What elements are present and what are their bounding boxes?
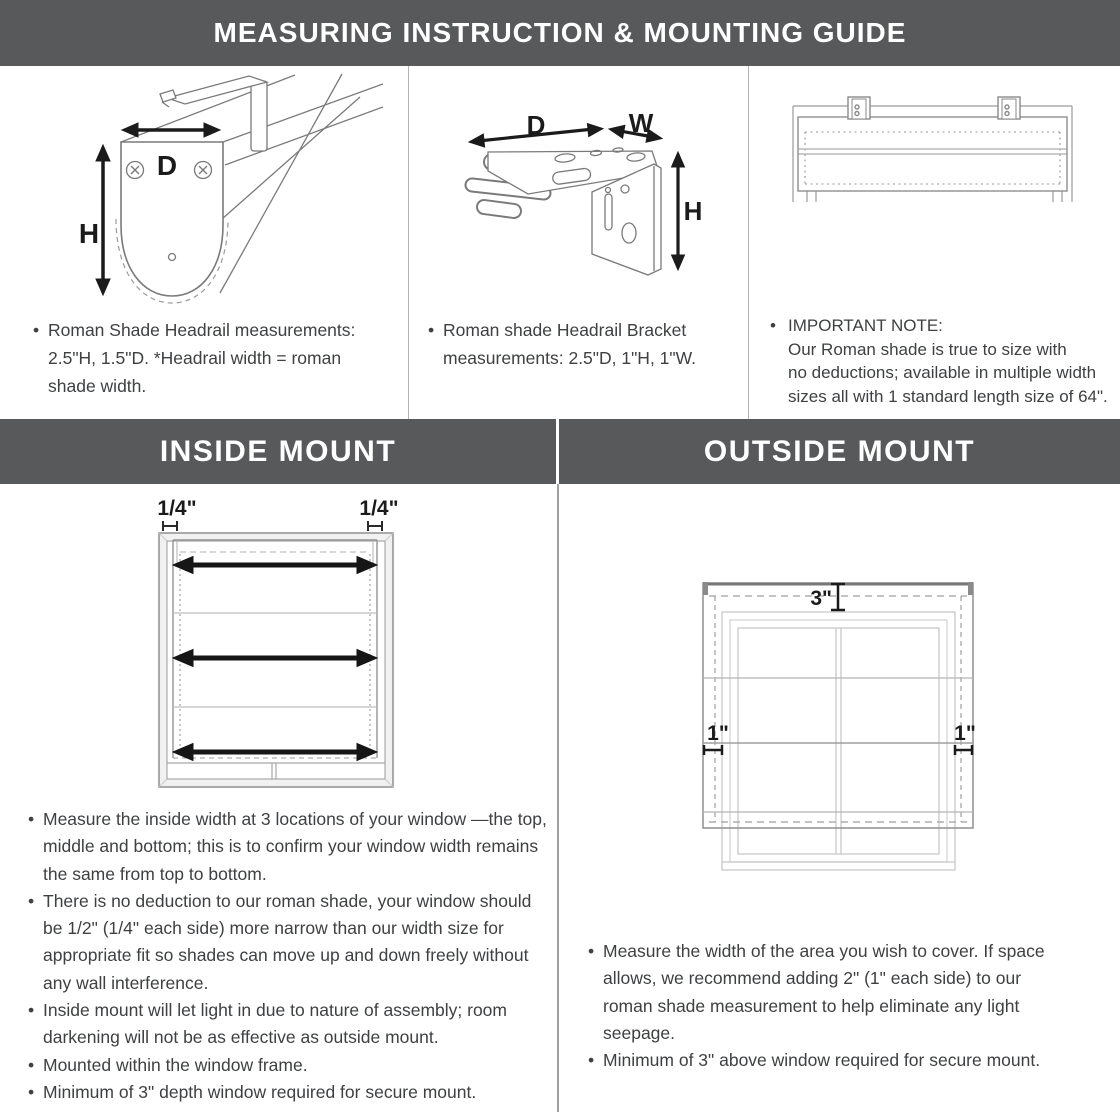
mounted-headrail-diagram [780,96,1090,208]
shade-outside [703,582,973,828]
inside-bullet: • Minimum of 3" depth window required for secure mount. [28,1079,548,1106]
one-inch-label-left: 1" [707,722,729,745]
inside-mount-diagram [120,494,460,794]
depth-dimension-arrow [122,123,220,137]
headrail-diagram [50,69,410,319]
outside-mount-diagram [660,578,1020,878]
page-title: MEASURING INSTRUCTION & MOUNTING GUIDE [213,17,907,48]
inside-bullet: • Inside mount will let light in due to nature of assembly; room darkening will not be as effective as outside mount. [28,997,548,1052]
three-inch-label: 3" [810,587,832,610]
outside-mount-title: OUTSIDE MOUNT [703,434,976,468]
inside-mount-text [28,806,548,1106]
inside-bullet: • Measure the inside width at 3 locations of your window —the top, middle and bottom; this is to confirm your window width remains the same from top to bottom. [28,806,548,888]
one-inch-marks [704,745,972,755]
outside-mount-text [588,938,1070,1074]
bracket-diagram [428,109,728,289]
important-note-title: • IMPORTANT NOTE: [770,314,1115,338]
inside-mount-title: INSIDE MOUNT [159,434,397,468]
quarter-inch-marks [163,521,382,531]
bracket-d-label: D [526,110,546,140]
quarter-inch-label-left: 1/4" [157,497,197,520]
inside-bullet: • There is no deduction to our roman shade, your window should be 1/2" (1/4" each side) more narrow than our width size for appropriate fit so shades can move up and down freely without any wall interference. [28,888,548,997]
headrail-mount-bracket [160,76,267,151]
page-title-banner [0,0,1120,66]
window-behind [722,612,955,870]
important-note [770,314,1115,408]
note-line: no deductions; available in multiple width [788,363,1097,382]
inside-mount-banner [0,419,556,484]
outside-mount-banner [559,419,1120,484]
note-line: sizes all with 1 standard length size of 64". [788,386,1108,406]
bracket-h-label: H [683,196,703,226]
mount-bracket-icon [848,97,870,119]
headrail-bullet: • Roman Shade Headrail measurements: 2.5"H, 1.5"D. *Headrail width = roman shade width. [33,316,369,400]
one-inch-label-right: 1" [954,722,976,745]
headrail-front [798,117,1067,191]
three-inch-measure [831,584,845,610]
headrail-h-label: H [78,218,100,249]
mount-bracket-icon [998,97,1020,119]
center-divider [557,484,559,1112]
outside-bullet: • Measure the width of the area you wish to cover. If space allows, we recommend adding 2" (1" each side) to our roman shade measurement to help eliminate any light seepage. [588,938,1070,1047]
note-line: Our Roman shade is true to size with [788,339,1067,359]
headrail-text [33,316,369,400]
outside-bullet: • Minimum of 3" above window required for secure mount. [588,1047,1070,1074]
height-dimension-arrow [672,152,685,270]
quarter-inch-label-right: 1/4" [359,497,399,520]
headrail-d-label: D [156,150,178,181]
bracket-w-label: W [628,109,654,138]
bracket-bullet: • Roman shade Headrail Bracket measurements: 2.5"D, 1"H, 1"W. [428,316,758,372]
inside-bullet: • Mounted within the window frame. [28,1052,548,1079]
bracket-text [428,316,758,372]
